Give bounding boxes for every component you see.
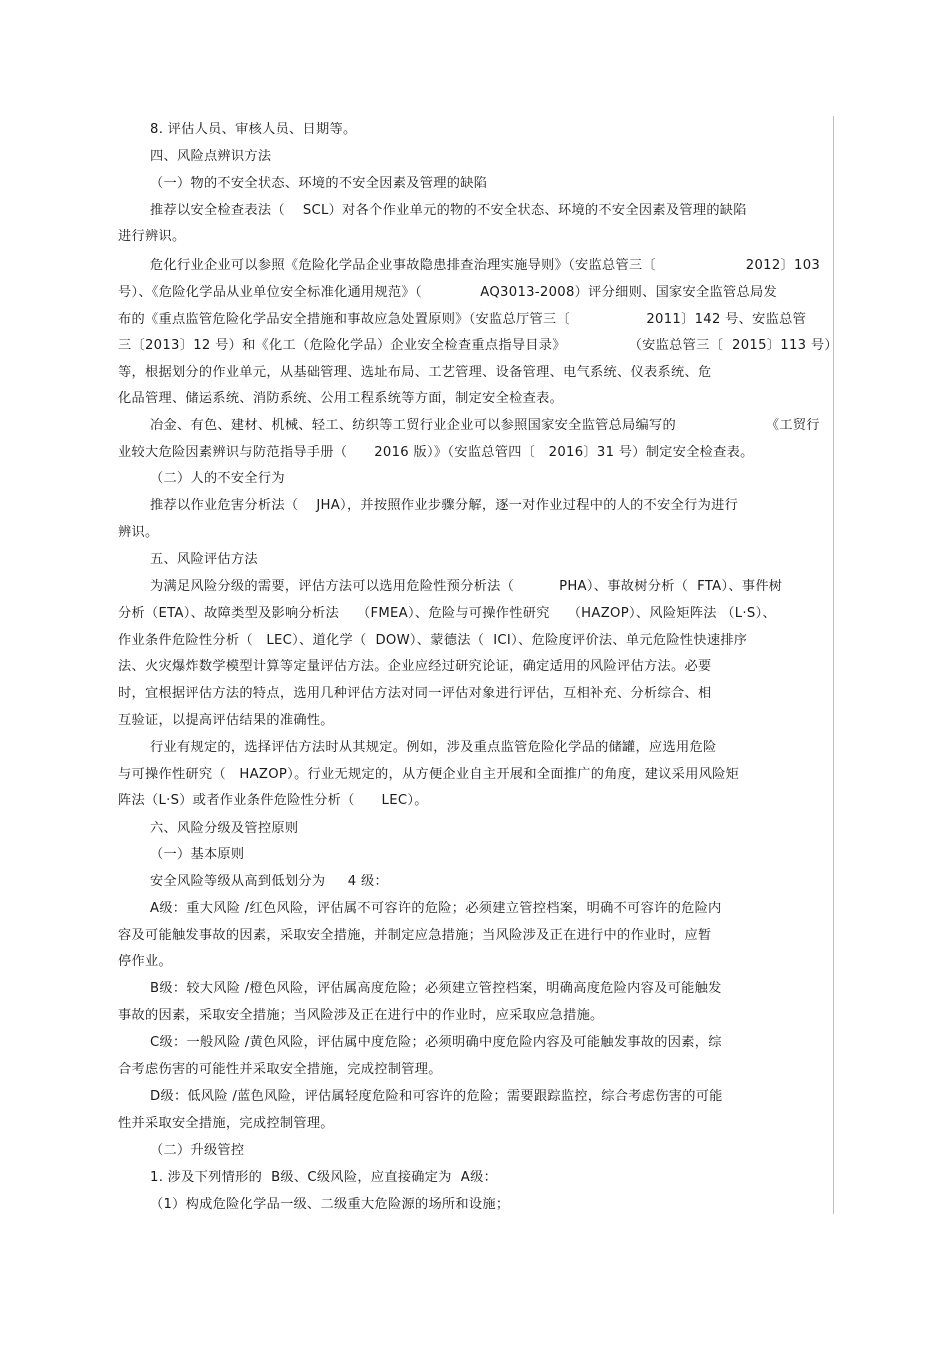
text-line: 三〔2013〕12 号）和《化工（危险化学品）企业安全检查重点指导目录》 （安监总管三〔 2015〕113 号） — [118, 338, 838, 353]
text-line: 推荐以作业危害分析法（ JHA），并按照作业步骤分解，逐一对作业过程中的人的不安全行为进行 — [150, 498, 739, 513]
text-line: D级：低风险 /蓝色风险，评估属轻度危险和可容许的危险；需要跟踪监控，综合考虑伤害的可能 — [150, 1089, 723, 1104]
text-line: 化品管理、储运系统、消防系统、公用工程系统等方面，制定安全检查表。 — [118, 391, 564, 406]
text-line: 安全风险等级从高到低划分为 4 级： — [150, 874, 388, 889]
text-line: 合考虑伤害的可能性并采取安全措施，完成控制管理。 — [118, 1062, 442, 1077]
text-line: 性并采取安全措施，完成控制管理。 — [118, 1116, 334, 1131]
section-heading: 四、风险点辨识方法 — [150, 149, 272, 164]
text-line: 危化行业企业可以参照《危险化学品企业事故隐患排查治理实施导则》（安监总管三〔 2012〕103 — [150, 258, 821, 273]
text-line: 进行辨识。 — [118, 229, 186, 244]
subsection-heading: （二）升级管控 — [150, 1143, 245, 1158]
subsection-heading: （二）人的不安全行为 — [150, 471, 285, 486]
text-line: 事故的因素，采取安全措施；当风险涉及正在进行中的作业时，应采取应急措施。 — [118, 1008, 604, 1023]
text-line: A级：重大风险 /红色风险，评估属不可容许的危险；必须建立管控档案，明确不可容许的危险内 — [150, 901, 722, 916]
text-line: 冶金、有色、建材、机械、轻工、纺织等工贸行业企业可以参照国家安全监管总局编写的 《工贸行 — [150, 418, 820, 433]
text-line: 布的《重点监管危险化学品安全措施和事故应急处置原则》（安监总厅管三〔 2011〕142 号、安监总管 — [118, 312, 807, 327]
text-line: 8. 评估人员、审核人员、日期等。 — [150, 122, 357, 137]
text-line: 辨识。 — [118, 525, 159, 540]
text-line: 行业有规定的，选择评估方法时从其规定。例如，涉及重点监管危险化学品的储罐，应选用危险 — [150, 740, 717, 755]
text-line: 为满足风险分级的需要，评估方法可以选用危险性预分析法（ PHA）、事故树分析（ FTA）、事件树 — [150, 579, 783, 594]
text-line: 业较大危险因素辨识与防范指导手册（ 2016 版）》（安监总管四〔 2016〕31 号）制定安全检查表。 — [118, 445, 754, 460]
text-line: 时，宜根据评估方法的特点，选用几种评估方法对同一评估对象进行评估，互相补充、分析综合、相 — [118, 686, 712, 701]
text-line: （1）构成危险化学品一级、二级重大危险源的场所和设施； — [150, 1197, 510, 1212]
subsection-heading: （一）基本原则 — [150, 847, 245, 862]
subsection-heading: （一）物的不安全状态、环境的不安全因素及管理的缺陷 — [150, 176, 488, 191]
text-line: 等，根据划分的作业单元，从基础管理、选址布局、工艺管理、设备管理、电气系统、仪表系统、危 — [118, 365, 712, 380]
text-line: 互验证，以提高评估结果的准确性。 — [118, 713, 334, 728]
text-line: 容及可能触发事故的因素，采取安全措施，并制定应急措施；当风险涉及正在进行中的作业时，应暂 — [118, 928, 712, 943]
text-line: 法、火灾爆炸数学模型计算等定量评估方法。企业应经过研究论证，确定适用的风险评估方法。必要 — [118, 659, 712, 674]
text-line: 阵法（L·S）或者作业条件危险性分析（ LEC）。 — [118, 793, 428, 808]
text-line: C级：一般风险 /黄色风险，评估属中度危险；必须明确中度危险内容及可能触发事故的因素，综 — [150, 1035, 722, 1050]
text-line: 1. 涉及下列情形的 B级、C级风险，应直接确定为 A级： — [150, 1170, 498, 1185]
text-line: 号）、《危险化学品从业单位安全标准化通用规范》（ AQ3013-2008）评分细则、国家安全监管总局发 — [118, 285, 777, 300]
section-heading: 五、风险评估方法 — [150, 552, 258, 567]
text-line: 推荐以安全检查表法（ SCL）对各个作业单元的物的不安全状态、环境的不安全因素及管理的缺陷 — [150, 203, 747, 218]
text-line: 与可操作性研究（ HAZOP）。行业无规定的，从方便企业自主开展和全面推广的角度，建议采用风险矩 — [118, 767, 740, 782]
text-line: 作业条件危险性分析（ LEC）、道化学（ DOW）、蒙德法（ ICI）、危险度评价法、单元危险性快速排序 — [118, 633, 748, 648]
page-margin-rule — [833, 116, 834, 1214]
section-heading: 六、风险分级及管控原则 — [150, 821, 299, 836]
text-line: 分析（ETA）、故障类型及影响分析法 （FMEA）、危险与可操作性研究 （HAZOP）、风险矩阵法 （L·S）、 — [118, 606, 776, 621]
text-line: 停作业。 — [118, 954, 172, 969]
text-line: B级：较大风险 /橙色风险，评估属高度危险；必须建立管控档案，明确高度危险内容及可能触发 — [150, 981, 722, 996]
